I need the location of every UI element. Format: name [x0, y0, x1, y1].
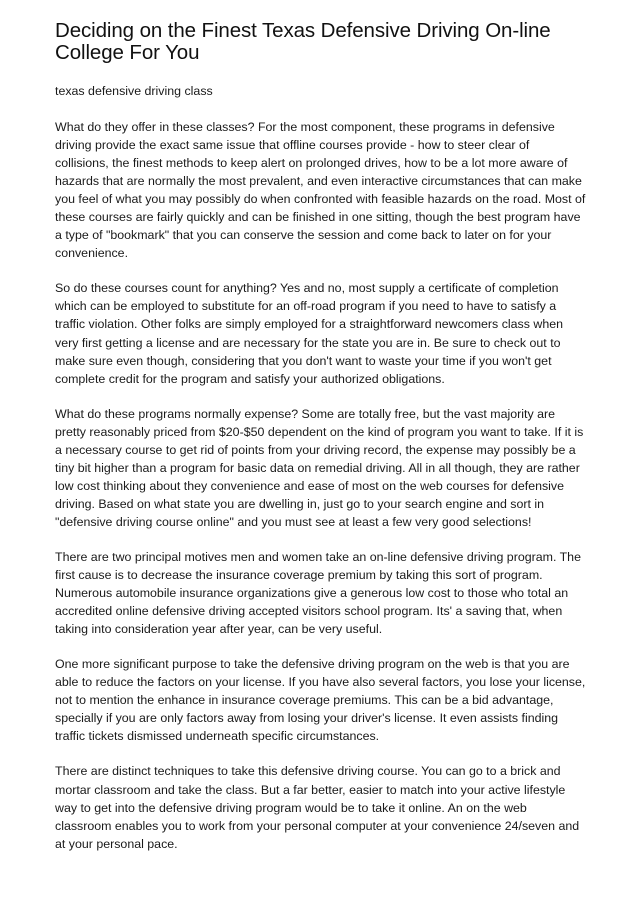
page-title: Deciding on the Finest Texas Defensive Driving On-line College For You	[55, 19, 551, 64]
paragraph-6: There are distinct techniques to take this defensive driving course. You can go to a brick and mortar classroom and take the class. But a far better, easier to match into your active lifestyle way to get into the defensive driving program would be to take it online. An on the web classroom enables you to work from your personal computer at your convenience 24/seven and at your personal pace.	[55, 764, 580, 851]
paragraph-4: There are two principal motives men and women take an on-line defensive driving program. The first cause is to decrease the insurance coverage premium by taking this sort of program. Numerous automobile insurance organizations give a generous low cost to those who total an accredited online defensive driving accepted visitors school program. Its' a saving that, when taking into consideration year after year, can be very useful.	[55, 549, 581, 637]
paragraph-2: So do these courses count for anything? Yes and no, most supply a certificate of completion which can be employed to substitute for an off-road program if you need to have to satisfy a traffic violation. Other folks are simply employed for a straightforward newcomers class when very first getting a license and are necessary for the state you are in. Be sure to check out to make sure even though, considering that you don't want to waste your time if you won't get complete credit for the program and satisfy your authorized obligations.	[55, 281, 563, 386]
page-subtitle: texas defensive driving class	[55, 84, 213, 98]
paragraph-1: What do they offer in these classes? For the most component, these programs in defensive driving provide the exact same issue that offline courses provide - how to steer clear of collisions, the finest methods to keep alert on prolonged drives, how to be a lot more aware of hazards that are normally the most prevalent, and even interactive circumstances that can make you feel of what you may possibly do when confronted with feasible hazards on the road. Most of these courses are fairly quickly and can be finished in one sitting, though the best program have a type of "bookmark" that you can conserve the session and come back to later on for your convenience.	[55, 120, 586, 261]
paragraph-3: What do these programs normally expense? Some are totally free, but the vast majority are pretty reasonably priced from $20-$50 dependent on the kind of program you want to take. If it is a necessary course to get rid of points from your driving record, the expense may possibly be a tiny bit higher than a program for basic data on remedial driving. All in all though, they are rather low cost thinking about they convenience and ease of most on the web courses for defensive driving. Based on what state you are dwelling in, just go to your search engine and sort in "defensive driving course online" and you must see at least a few very good selections!	[55, 406, 584, 529]
paragraph-5: One more significant purpose to take the defensive driving program on the web is that you are able to reduce the factors on your license. If you have also several factors, you lose your license, not to mention the enhance in insurance coverage premiums. This can be a bid advantage, specially if you are only factors away from losing your driver's license. It even assists finding traffic tickets dismissed underneath specific circumstances.	[55, 657, 586, 744]
